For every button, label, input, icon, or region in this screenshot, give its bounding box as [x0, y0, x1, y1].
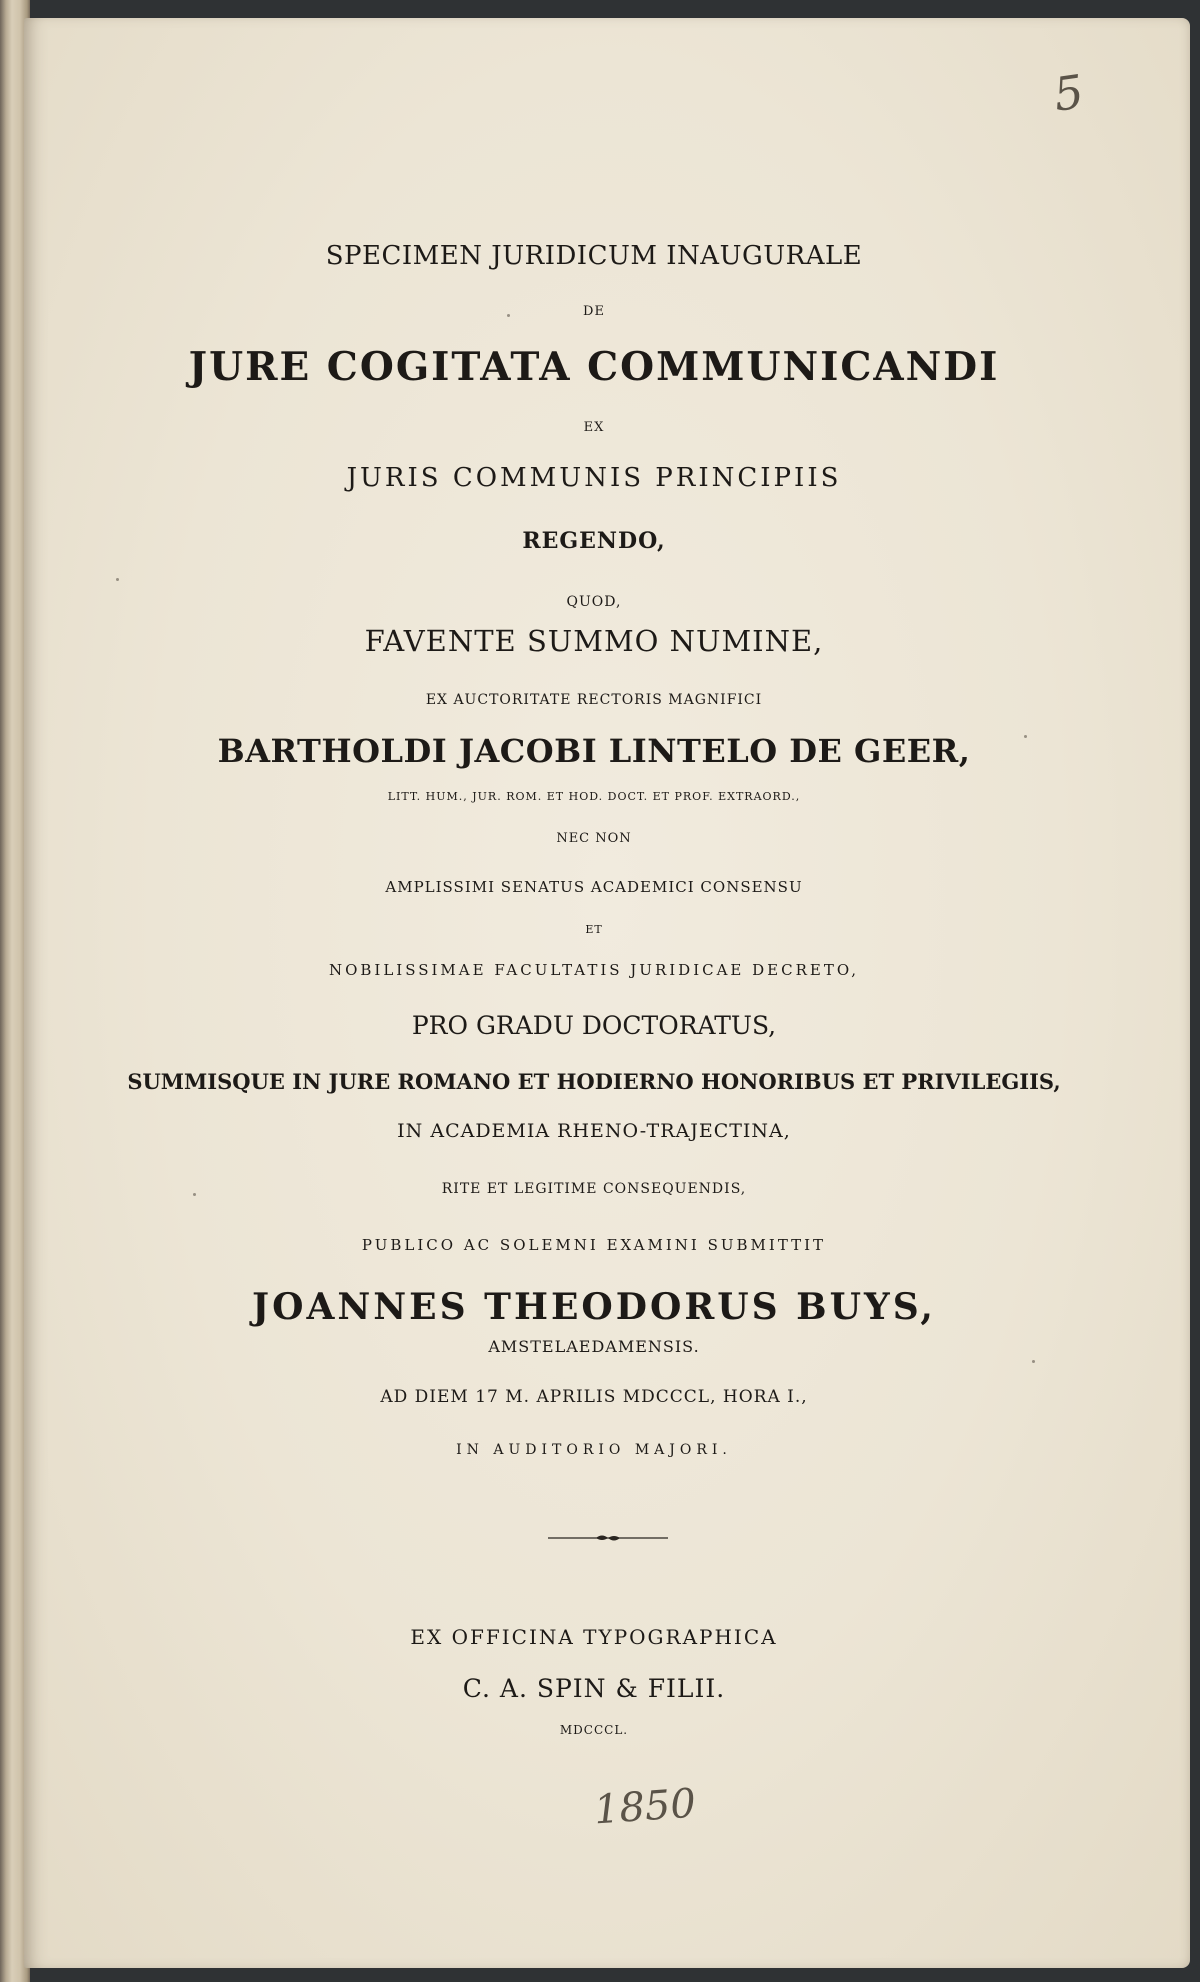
honoribus-line: SUMMISQUE IN JURE ROMANO ET HODIERNO HONORIBUS ET PRIVILEGIIS,: [127, 1069, 1061, 1094]
et-line: ET: [585, 923, 603, 936]
ornament-rule: [548, 1532, 668, 1544]
senatus-line: AMPLISSIMI SENATUS ACADEMICI CONSENSU: [385, 878, 803, 896]
title-page-content: [24, 18, 1190, 1968]
auditorio-line: IN AUDITORIO MAJORI.: [456, 1442, 732, 1458]
handwritten-page-number: 5: [1050, 64, 1087, 122]
auctoritate-line: EX AUCTORITATE RECTORIS MAGNIFICI: [425, 692, 763, 708]
gradu-line: PRO GRADU DOCTORATUS,: [411, 1011, 777, 1040]
favente-line: FAVENTE SUMMO NUMINE,: [364, 624, 824, 658]
imprint-officina: EX OFFICINA TYPOGRAPHICA: [410, 1625, 778, 1649]
regendo-line: REGENDO,: [522, 528, 666, 554]
exam-date-line: AD DIEM 17 M. APRILIS MDCCCL, HORA I.,: [380, 1387, 808, 1407]
handwritten-year: 1850: [592, 1780, 698, 1834]
rector-name: BARTHOLDI JACOBI LINTELO DE GEER,: [217, 732, 971, 770]
academia-line: IN ACADEMIA RHENO-TRAJECTINA,: [397, 1120, 791, 1142]
author-name: JOANNES THEODORUS BUYS,: [252, 1286, 936, 1328]
nec-non-line: NEC NON: [556, 831, 632, 846]
title-page: [24, 18, 1190, 1968]
thesis-subtitle: JURIS COMMUNIS PRINCIPIIS: [346, 463, 842, 493]
rector-titles: LITT. HUM., JUR. ROM. ET HOD. DOCT. ET PROF. EXTRAORD.,: [387, 790, 801, 803]
preposition-ex: EX: [583, 420, 605, 435]
facultatis-line: NOBILISSIMAE FACULTATIS JURIDICAE DECRETO,: [328, 961, 860, 979]
preposition-de: DE: [583, 304, 605, 319]
imprint-printer: C. A. SPIN & FILII.: [462, 1674, 726, 1703]
specimen-heading: SPECIMEN JURIDICUM INAUGURALE: [325, 241, 863, 271]
thesis-title: JURE COGITATA COMMUNICANDI: [188, 344, 1000, 390]
submittit-line: PUBLICO AC SOLEMNI EXAMINI SUBMITTIT: [361, 1236, 827, 1254]
author-origin: AMSTELAEDAMENSIS.: [488, 1337, 700, 1356]
quod-line: QUOD,: [566, 594, 622, 610]
consequendis-line: RITE ET LEGITIME CONSEQUENDIS,: [441, 1181, 747, 1197]
imprint-year: MDCCCL.: [559, 1723, 629, 1737]
